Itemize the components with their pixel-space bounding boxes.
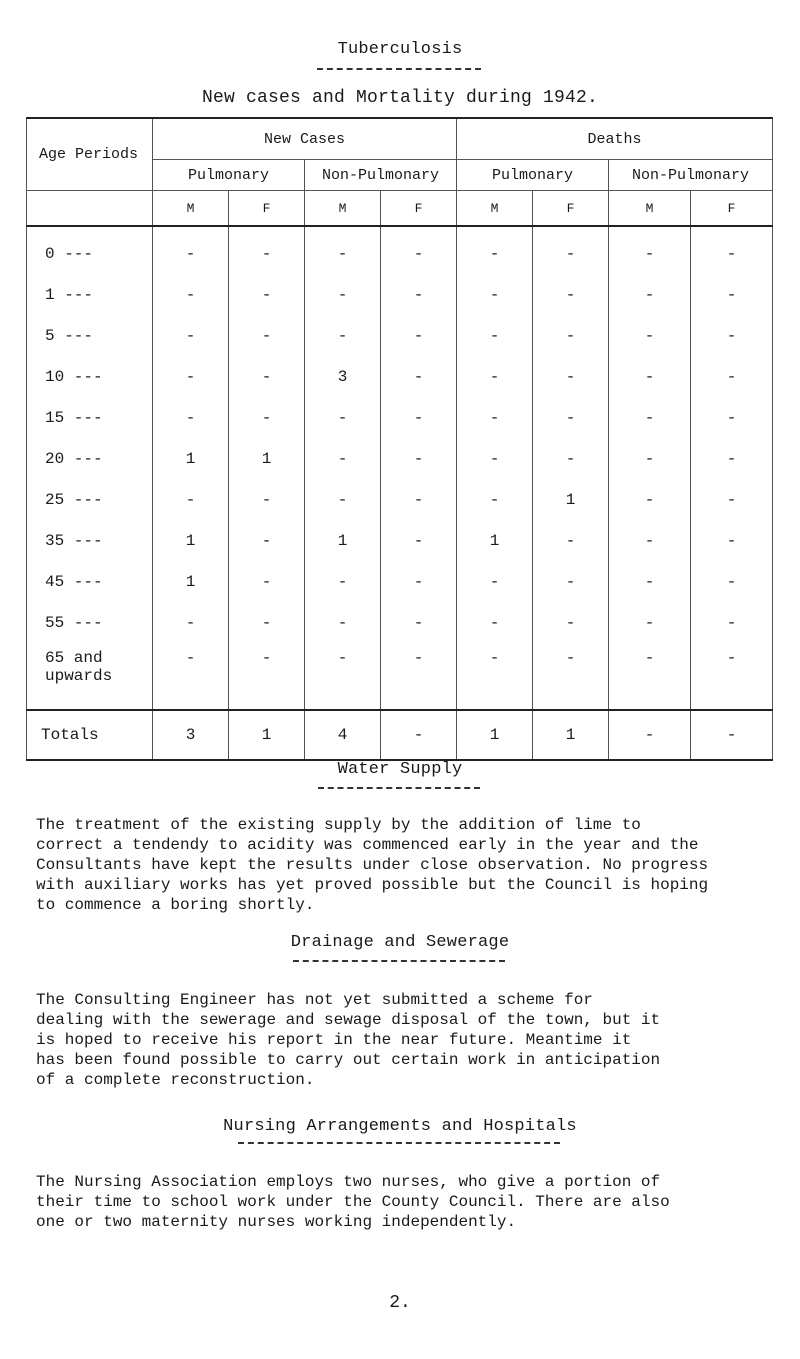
table-cell: 1 [153,520,229,561]
nursing-paragraph: The Nursing Association employs two nurses, who give a portion of their time to school work under the County Council. There are also one or two maternity nurses working independently. [36,1173,670,1231]
table-cell: - [691,315,773,356]
table-cell: - [381,226,457,274]
table-cell: - [153,356,229,397]
totals-row [27,710,773,760]
table-row [27,397,773,438]
table-cell: - [381,397,457,438]
table-cell: - [229,356,305,397]
table-cell: - [305,397,381,438]
table-cell: - [457,226,533,274]
age-period-cell: 35 --- [27,520,153,561]
table-cell: - [381,602,457,643]
table-cell: - [153,397,229,438]
table-subtitle: New cases and Mortality during 1942. [201,88,599,108]
table-cell: 1 [153,438,229,479]
drainage-heading: Drainage and Sewerage [290,933,510,952]
table-cell: - [691,356,773,397]
deaths-non-pulmonary-header: Non-Pulmonary [609,160,773,191]
table-row [27,274,773,315]
table-cell: - [381,438,457,479]
table-cell: - [229,561,305,602]
totals-cell: 4 [305,710,381,760]
deaths-pulmonary-header: Pulmonary [457,160,609,191]
water-supply-paragraph: The treatment of the existing supply by the addition of lime to correct a tendendy to acidity was commenced early in the year and the Consultants have kept the results under close observation. No progress with auxiliary works has yet proved possible but the Council is hoping to commence a boring shortly. [36,816,709,914]
table-cell: - [305,315,381,356]
table-cell: - [609,479,691,520]
sex-f-header: F [381,191,457,227]
table-cell: - [457,315,533,356]
table-cell: - [229,397,305,438]
table-cell: - [691,226,773,274]
table-cell: - [457,438,533,479]
table-cell: - [609,315,691,356]
table-cell: - [691,479,773,520]
drainage-underline [293,960,505,962]
page-number: 2. [389,1293,411,1313]
table-cell: - [533,602,609,643]
table-row [27,602,773,643]
deaths-header: Deaths [457,118,773,160]
table-cell: - [457,561,533,602]
table-cell: - [533,356,609,397]
nursing-heading: Nursing Arrangements and Hospitals [223,1117,577,1136]
table-cell: - [609,226,691,274]
table-cell: - [609,356,691,397]
table-cell: - [609,602,691,643]
table-row [27,479,773,520]
table-cell: 3 [305,356,381,397]
table-cell: - [305,643,381,710]
totals-cell: 3 [153,710,229,760]
table-cell: - [457,602,533,643]
age-period-cell: 0 --- [27,226,153,274]
sex-m-header: M [457,191,533,227]
nursing-underline [238,1142,560,1144]
table-cell: - [153,226,229,274]
table-cell: - [229,226,305,274]
table-cell: - [609,274,691,315]
table-cell: - [381,561,457,602]
table-cell: 1 [305,520,381,561]
table-cell: - [457,356,533,397]
table-cell: - [305,274,381,315]
table-cell: 1 [229,438,305,479]
totals-cell: - [691,710,773,760]
table-cell: - [229,602,305,643]
table-cell: - [229,643,305,710]
table-cell: - [457,643,533,710]
age-period-cell: 45 --- [27,561,153,602]
sex-m-header: M [305,191,381,227]
table-row [27,520,773,561]
totals-cell: - [381,710,457,760]
table-cell: - [153,643,229,710]
table-row [27,356,773,397]
new-cases-header: New Cases [153,118,457,160]
table-cell: - [533,274,609,315]
table-cell: - [153,602,229,643]
table-cell: - [229,315,305,356]
page-title: Tuberculosis [337,40,463,59]
age-period-cell: 15 --- [27,397,153,438]
table-cell: - [305,479,381,520]
age-periods-header: Age Periods [27,118,153,191]
table-row [27,315,773,356]
table-cell: - [305,438,381,479]
table-cell: - [533,315,609,356]
water-supply-underline [318,787,480,789]
table-body [27,226,773,710]
drainage-paragraph: The Consulting Engineer has not yet submitted a scheme for dealing with the sewerage and sewage disposal of the town, but it is hoped to receive his report in the near future. Meantime it has been found possible to carry out certain work in anticipation of a complete reconstruction. [36,991,661,1089]
table-cell: - [457,274,533,315]
table-cell: - [305,561,381,602]
table-cell: - [533,520,609,561]
table-row [27,438,773,479]
table-cell: 1 [457,520,533,561]
table-cell: - [533,397,609,438]
sex-m-header: M [153,191,229,227]
table-cell: - [691,438,773,479]
table-cell: - [229,520,305,561]
table-cell: - [305,602,381,643]
table-cell: - [691,561,773,602]
table-cell: - [381,315,457,356]
sex-f-header: F [533,191,609,227]
totals-cell: - [609,710,691,760]
table-row [27,226,773,274]
table-cell: - [381,520,457,561]
table-cell: - [609,561,691,602]
age-spacer-cell [27,191,153,227]
table-cell: - [533,438,609,479]
sex-f-header: F [229,191,305,227]
table-cell: - [691,274,773,315]
table-cell: - [691,643,773,710]
sex-m-header: M [609,191,691,227]
age-period-cell: 10 --- [27,356,153,397]
table-cell: - [533,226,609,274]
table-cell: - [691,602,773,643]
table-cell: - [229,274,305,315]
table-cell: - [153,274,229,315]
totals-cell: 1 [533,710,609,760]
table-row [27,561,773,602]
table-cell: - [533,561,609,602]
table-cell: 1 [153,561,229,602]
table-cell: - [609,397,691,438]
age-period-cell: 25 --- [27,479,153,520]
age-period-cell: 20 --- [27,438,153,479]
totals-label: Totals [27,710,153,760]
new-cases-pulmonary-header: Pulmonary [153,160,305,191]
table-cell: - [457,397,533,438]
new-cases-non-pulmonary-header: Non-Pulmonary [305,160,457,191]
water-supply-heading: Water Supply [337,760,463,779]
age-period-cell: 1 --- [27,274,153,315]
table-cell: - [609,520,691,561]
age-period-cell: 55 --- [27,602,153,643]
table-row [27,643,773,710]
table-cell: - [609,643,691,710]
table-cell: - [691,397,773,438]
table-cell: - [691,520,773,561]
table-cell: - [381,479,457,520]
table-cell: - [381,356,457,397]
table-cell: 1 [533,479,609,520]
title-underline [317,68,481,70]
totals-cell: 1 [229,710,305,760]
age-period-cell: 5 --- [27,315,153,356]
table-cell: - [533,643,609,710]
table-cell: - [153,479,229,520]
totals-cell: 1 [457,710,533,760]
table-cell: - [381,274,457,315]
table-cell: - [229,479,305,520]
table-cell: - [305,226,381,274]
sex-f-header: F [691,191,773,227]
age-period-cell: 65 and upwards [27,643,153,710]
tuberculosis-table [26,117,773,761]
table-cell: - [153,315,229,356]
table-cell: - [457,479,533,520]
table-cell: - [609,438,691,479]
table-cell: - [381,643,457,710]
